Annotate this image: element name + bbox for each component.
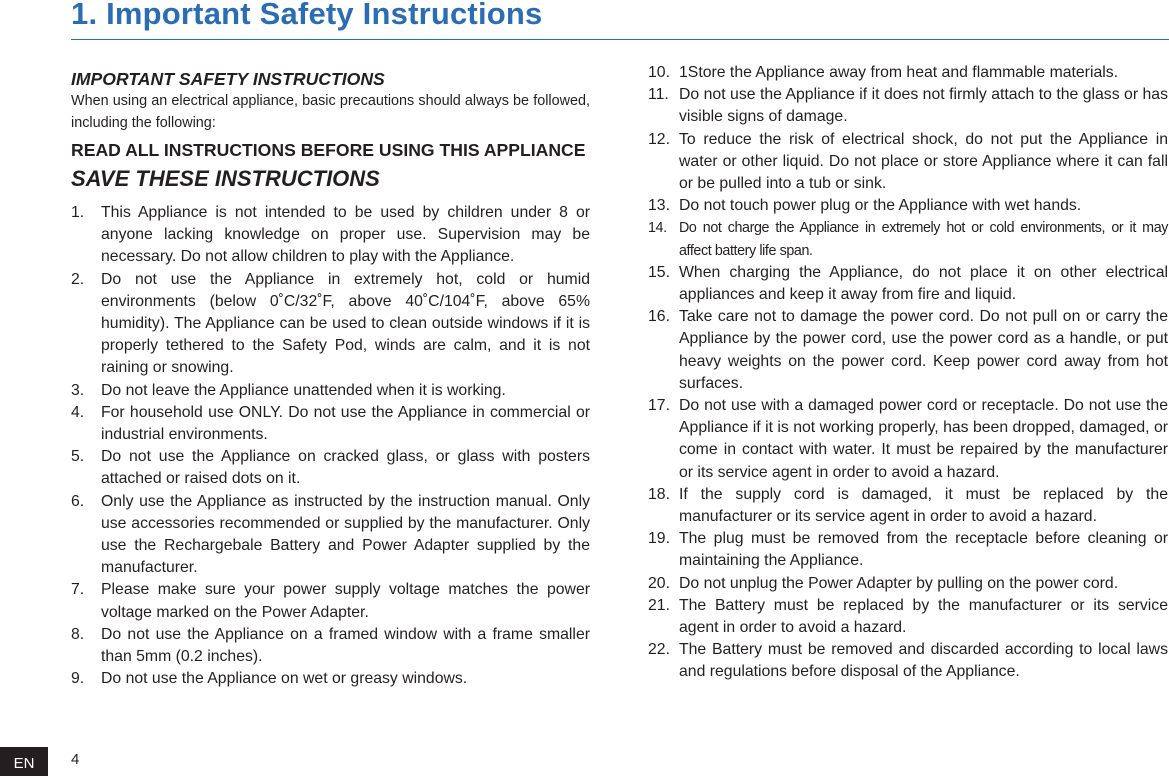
important-safety-heading: IMPORTANT SAFETY INSTRUCTIONS [71, 69, 385, 89]
instruction-item [71, 380, 590, 402]
instruction-text: Do not leave the Appliance unattended when it is working. [101, 381, 506, 399]
instruction-number: 3. [71, 381, 85, 399]
instruction-number: 12. [648, 130, 670, 148]
page-number: 4 [71, 751, 80, 768]
right-column [648, 62, 1168, 684]
instruction-item [71, 491, 590, 580]
instruction-number: 7. [71, 581, 85, 599]
instruction-item [648, 217, 1168, 261]
instruction-item [648, 62, 1168, 84]
instruction-item [648, 595, 1168, 639]
instruction-item [648, 84, 1168, 128]
instruction-text: Do not touch power plug or the Appliance with wet hands. [679, 197, 1082, 215]
instruction-number: 21. [648, 596, 670, 614]
instruction-item [71, 402, 590, 446]
instruction-number: 18. [648, 485, 670, 503]
instruction-number: 5. [71, 448, 85, 466]
instruction-number: 22. [648, 641, 670, 659]
instruction-number: 1. [71, 204, 85, 221]
instruction-item [648, 528, 1168, 572]
instruction-list-right [648, 62, 1168, 684]
instruction-item [648, 129, 1168, 196]
instruction-text: The Battery must be replaced by the manufacturer or its service agent in order to avoid a hazard. [679, 596, 1168, 637]
instruction-number: 13. [648, 197, 670, 215]
instruction-number: 4. [71, 403, 85, 421]
instruction-number: 10. [648, 64, 670, 81]
instruction-item [648, 573, 1168, 595]
instruction-text: Do not use with a damaged power cord or receptacle. Do not use the Appliance if it is not working properly, has been dropped, damaged, or come in contact with water. It must be repaired by the manufacturer or its service agent in order to avoid a hazard. [679, 397, 1168, 481]
instruction-number: 11. [648, 86, 669, 104]
instruction-number: 20. [648, 574, 670, 592]
language-badge: EN [0, 747, 48, 776]
intro-paragraph: When using an electrical appliance, basic precautions should always be followed, including the following: [71, 93, 590, 131]
instruction-number: 2. [71, 270, 85, 288]
instruction-item [648, 195, 1168, 217]
instruction-text: Take care not to damage the power cord. Do not pull on or carry the Appliance by the power cord, use the power cord as a handle, or put heavy weights on the power cord. Keep power cord away from hot surfaces. [679, 308, 1168, 392]
instruction-text: Do not charge the Appliance in extremely hot or cold environments, or it may affect battery life span. [679, 220, 1168, 259]
title-divider [71, 39, 1169, 40]
instruction-text: If the supply cord is damaged, it must be replaced by the manufacturer or its service agent in order to avoid a hazard. [679, 485, 1168, 526]
instruction-text: When charging the Appliance, do not place it on other electrical appliances and keep it away from fire and liquid. [679, 263, 1168, 304]
left-column [71, 62, 590, 690]
instruction-text: Do not unplug the Power Adapter by pulling on the power cord. [679, 574, 1119, 592]
instruction-text: Do not use the Appliance in extremely hot, cold or humid environments (below 0˚C/32˚F, above 40˚C/104˚F, above 65% humidity). The Appliance can be used to clean outside windows if it is properly tethered to the Safety Pod, winds are calm, and it is not raining or snowing. [101, 270, 590, 377]
instruction-item [71, 624, 590, 668]
instruction-text: Please make sure your power supply voltage matches the power voltage marked on the Power Adapter. [101, 581, 590, 621]
instruction-number: 17. [648, 397, 670, 415]
instruction-item [648, 395, 1168, 484]
instruction-item [648, 639, 1168, 683]
instruction-number: 6. [71, 492, 85, 510]
read-all-heading: READ ALL INSTRUCTIONS BEFORE USING THIS APPLIANCE [71, 140, 586, 160]
instruction-item [71, 579, 590, 623]
page-title: 1. Important Safety Instructions [71, 0, 543, 31]
instruction-item [648, 262, 1168, 306]
instruction-list-left [71, 202, 590, 690]
instruction-item [71, 668, 590, 690]
instruction-item [648, 306, 1168, 395]
instruction-number: 15. [648, 263, 670, 281]
instruction-text: For household use ONLY. Do not use the Appliance in commercial or industrial environments. [101, 403, 590, 444]
instruction-item [71, 446, 590, 490]
instruction-text: The Battery must be removed and discarded according to local laws and regulations before disposal of the Appliance. [679, 641, 1168, 681]
instruction-number: 14. [648, 220, 667, 237]
instruction-text: This Appliance is not intended to be used by children under 8 or anyone lacking knowledge on proper use. Supervision may be necessary. Do not allow children to play with the Appliance. [101, 204, 590, 266]
instruction-item [648, 484, 1168, 528]
instruction-number: 16. [648, 308, 670, 326]
instruction-number: 19. [648, 530, 670, 548]
instruction-text: Do not use the Appliance on a framed window with a frame smaller than 5mm (0.2 inches). [101, 625, 590, 666]
instruction-text: Do not use the Appliance on wet or greasy windows. [101, 670, 468, 688]
instruction-text: Only use the Appliance as instructed by the instruction manual. Only use accessories recommended or supplied by the manufacturer. Only use the Rechargebale Battery and Power Adapter supplied by the manufacturer. [101, 492, 590, 577]
instruction-text: Do not use the Appliance if it does not firmly attach to the glass or has visible signs of damage. [679, 86, 1168, 126]
instruction-text: 1Store the Appliance away from heat and flammable materials. [679, 64, 1119, 81]
instruction-text: Do not use the Appliance on cracked glass, or glass with posters attached or raised dots on it. [101, 448, 590, 488]
instruction-item [71, 202, 590, 269]
instruction-item [71, 269, 590, 380]
instruction-text: To reduce the risk of electrical shock, do not put the Appliance in water or other liquid. Do not place or store Appliance where it can fall or be pulled into a tub or sink. [679, 130, 1168, 193]
instruction-number: 8. [71, 625, 85, 643]
save-instructions-heading: SAVE THESE INSTRUCTIONS [71, 166, 380, 191]
instruction-number: 9. [71, 670, 85, 688]
instruction-text: The plug must be removed from the receptacle before cleaning or maintaining the Appliance. [679, 530, 1168, 570]
